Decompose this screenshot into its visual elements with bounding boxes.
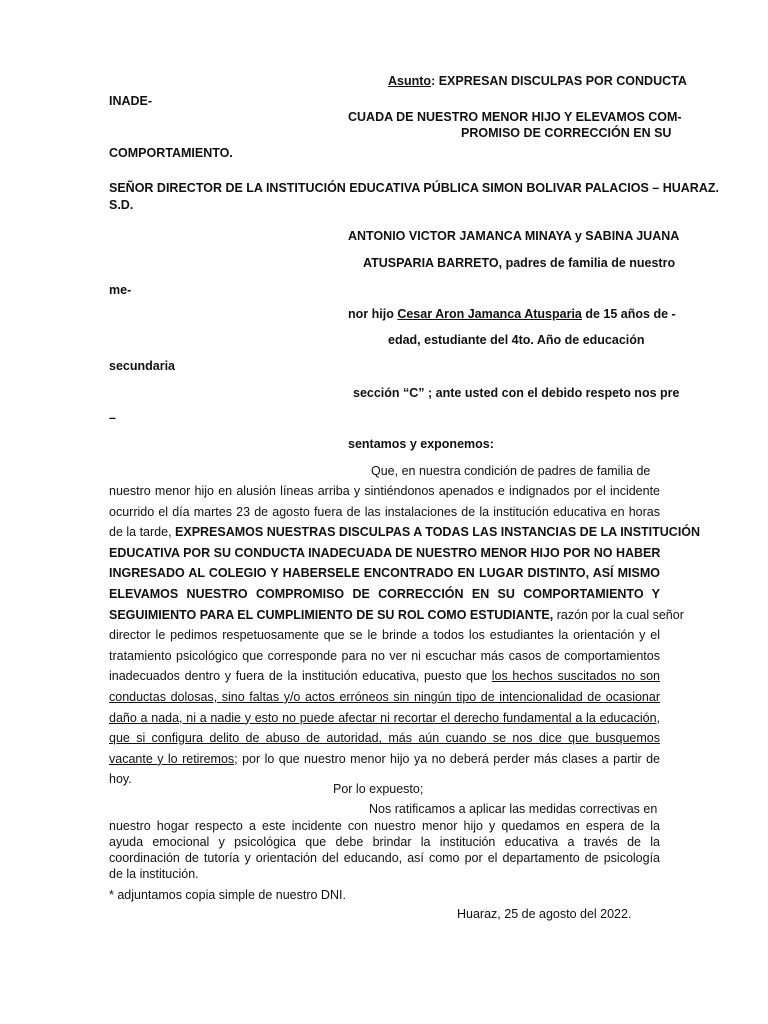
intro-line-7: sección “C” ; ante usted con el debido respeto nos pre (353, 386, 680, 400)
subject-line-4: PROMISO DE CORRECCIÓN EN SU (461, 126, 672, 140)
body-line (109, 749, 660, 770)
apology-text: EXPRESAMOS NUESTRAS DISCULPAS A TODAS LAS INSTANCIAS DE LA INSTITUCIÓN (175, 525, 701, 540)
subject-line-2: INADE- (109, 94, 153, 108)
student-name: Cesar Aron Jamanca Atusparia (397, 307, 582, 321)
intro-line-1: ANTONIO VICTOR JAMANCA MINAYA y SABINA JUANA (348, 229, 680, 243)
intro-line-8: – (109, 411, 116, 425)
subject-text: : EXPRESAN DISCULPAS POR CONDUCTA (431, 74, 687, 88)
underlined-text: vacante y lo retiremos; (109, 751, 238, 766)
intro-age: de 15 años de - (581, 307, 676, 321)
underlined-line: conductas dolosas, sino faltas y/o actos erróneos sin ningún tipo de intencionalidad de ocasionar (109, 689, 660, 704)
body-line (109, 605, 684, 626)
body-line: hoy. (109, 772, 132, 787)
closing-line: de la institución. (109, 867, 199, 881)
date-line: Huaraz, 25 de agosto del 2022. (457, 907, 632, 921)
body-line: ocurrido el día martes 23 de agosto fuera de las instalaciones de la institución educativa en horas (109, 504, 660, 519)
closing-paragraph (109, 818, 660, 882)
intro-line-4 (348, 306, 676, 322)
closing-line: nuestro hogar respecto a este incidente con nuestro menor hijo y quedamos en espera de la (109, 819, 660, 833)
body-text: por lo que nuestro menor hijo ya no deberá perder más clases a partir de (237, 751, 660, 766)
body-text: inadecuados dentro y fuera de la institución educativa, puesto que (109, 669, 492, 684)
por-lo-expuesto: Por lo expuesto; (333, 782, 424, 796)
body-paragraph (109, 481, 701, 790)
body-text: razón por la cual señor (553, 607, 684, 622)
apology-line: ELEVAMOS NUESTRO COMPROMISO DE CORRECCIÓN EN SU COMPORTAMIENTO Y (109, 586, 660, 601)
attachment-note: * adjuntamos copia simple de nuestro DNI. (109, 888, 346, 902)
underlined-text: los hechos suscitados no son (491, 669, 660, 684)
addressee-line: SEÑOR DIRECTOR DE LA INSTITUCIÓN EDUCATIVA PÚBLICA SIMON BOLIVAR PALACIOS – HUARAZ. (109, 181, 719, 195)
intro-line-9: sentamos y exponemos: (348, 437, 494, 451)
underlined-line: que si configura delito de abuso de autoridad, más aún cuando se nos dice que busquemos (109, 731, 660, 746)
addressee-sd: S.D. (109, 198, 134, 212)
apology-line: EDUCATIVA POR SU CONDUCTA INADECUADA DE NUESTRO MENOR HIJO POR NO HABER (109, 545, 661, 560)
subject-line-3: CUADA DE NUESTRO MENOR HIJO Y ELEVAMOS COM- (348, 110, 682, 124)
closing-paragraph-start: Nos ratificamos a aplicar las medidas correctivas en (369, 802, 658, 816)
closing-line: ayuda emocional y psicológica que debe brindar la institución educativa a través de la (109, 835, 660, 849)
underlined-line: daño a nada, ni a nadie y esto no puede afectar ni recortar el derecho fundamental a la educación, (109, 710, 660, 725)
body-line: tratamiento psicológico que corresponde para no ver ni escuchar más casos de comportamientos (109, 648, 660, 663)
body-line (109, 522, 701, 543)
intro-line-6: secundaria (109, 359, 176, 373)
body-line: director le pedimos respetuosamente que se le brinde a todos los estudiantes la orientación y el (109, 628, 660, 643)
commitment-text: SEGUIMIENTO PARA EL CUMPLIMIENTO DE SU ROL COMO ESTUDIANTE, (109, 607, 554, 622)
body-text: de la tarde, (109, 525, 176, 540)
body-paragraph-start: Que, en nuestra condición de padres de familia de (371, 464, 651, 478)
closing-line: coordinación de tutoría y orientación del educando, así como por el departamento de psicología (109, 851, 660, 865)
intro-line-2: ATUSPARIA BARRETO, padres de familia de nuestro (363, 256, 676, 270)
intro-line-3: me- (109, 283, 132, 297)
subject-line (388, 73, 687, 89)
subject-line-5: COMPORTAMIENTO. (109, 146, 233, 160)
apology-line: INGRESADO AL COLEGIO Y HABERSELE ENCONTRADO EN LUGAR DISTINTO, ASÍ MISMO (109, 566, 660, 581)
body-line (109, 666, 660, 687)
intro-nor-hijo: nor hijo (348, 307, 398, 321)
subject-label: Asunto (388, 74, 432, 88)
body-line: nuestro menor hijo en alusión líneas arriba y sintiéndonos apenados e indignados por el incidente (109, 484, 660, 498)
intro-line-5: edad, estudiante del 4to. Año de educación (388, 333, 645, 347)
